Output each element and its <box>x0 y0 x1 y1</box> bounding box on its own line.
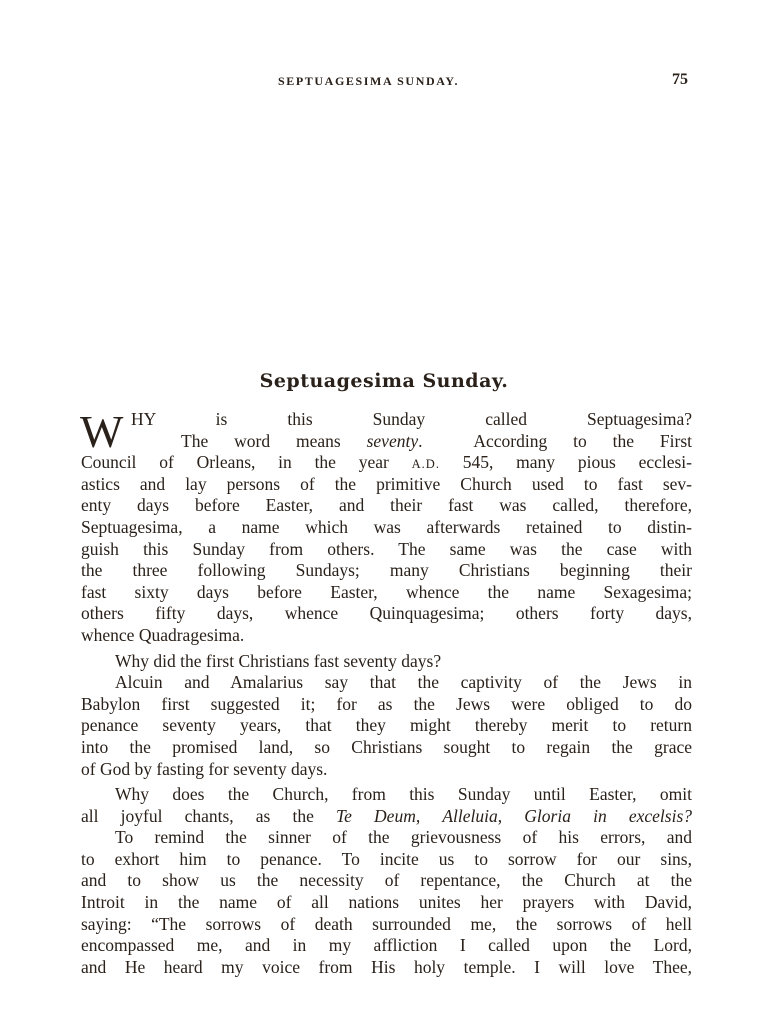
text-line: into the promised land, so Christians sought to regain the grace <box>81 736 692 757</box>
text-line: whence Quadragesima. <box>81 624 245 645</box>
text-line: the three following Sundays; many Christians beginning their <box>81 560 692 581</box>
text-line: Introit in the name of all nations unites her prayers with David, <box>81 892 692 913</box>
running-head <box>0 71 768 94</box>
text-line: Septuagesima, a name which was afterwards retained to distin- <box>81 516 692 537</box>
text-line: Council of Orleans, in the year A.D. 545, many pious ecclesi- <box>81 452 692 473</box>
text-line: The word means seventy. According to the First <box>181 430 692 451</box>
text-line: penance seventy years, that they might thereby merit to return <box>81 715 692 736</box>
chapter-title: Septuagesima Sunday. <box>259 370 509 392</box>
body-text <box>80 406 693 978</box>
text-line: guish this Sunday from others. The same was the case with <box>81 538 692 559</box>
text-line: To remind the sinner of the grievousness of his errors, and <box>115 827 692 848</box>
text-line: and He heard my voice from His holy temple. I will love Thee, <box>81 956 692 977</box>
text-line: to exhort him to penance. To incite us to sorrow for our sins, <box>81 848 692 869</box>
text-line: and to show us the necessity of repentance, the Church at the <box>81 870 692 891</box>
text-line: astics and lay persons of the primitive Church used to fast sev- <box>81 473 692 494</box>
text-line: others fifty days, whence Quinquagesima; others forty days, <box>81 603 692 624</box>
running-title: SEPTUAGESIMA SUNDAY. <box>278 74 460 88</box>
text-line: of God by fasting for seventy days. <box>81 758 328 779</box>
text-line: fast sixty days before Easter, whence the name Sexagesima; <box>81 581 692 602</box>
text-line: all joyful chants, as the Te Deum, Alleluia, Gloria in excelsis? <box>81 805 693 826</box>
text-line: saying: “The sorrows of death surrounded me, the sorrows of hell <box>81 913 692 934</box>
text-line: Alcuin and Amalarius say that the captivity of the Jews in <box>115 672 692 693</box>
text-line: Why did the first Christians fast seventy days? <box>115 650 442 671</box>
drop-cap: W <box>80 406 124 457</box>
text-line: Babylon first suggested it; for as the Jews were obliged to do <box>81 693 692 714</box>
page-number: 75 <box>672 71 688 88</box>
text-line: enty days before Easter, and their fast was called, therefore, <box>81 495 692 516</box>
text-line: HY is this Sunday called Septuagesima? <box>131 409 692 429</box>
text-line: Why does the Church, from this Sunday until Easter, omit <box>115 784 692 805</box>
text-line: encompassed me, and in my affliction I called upon the Lord, <box>81 935 692 956</box>
